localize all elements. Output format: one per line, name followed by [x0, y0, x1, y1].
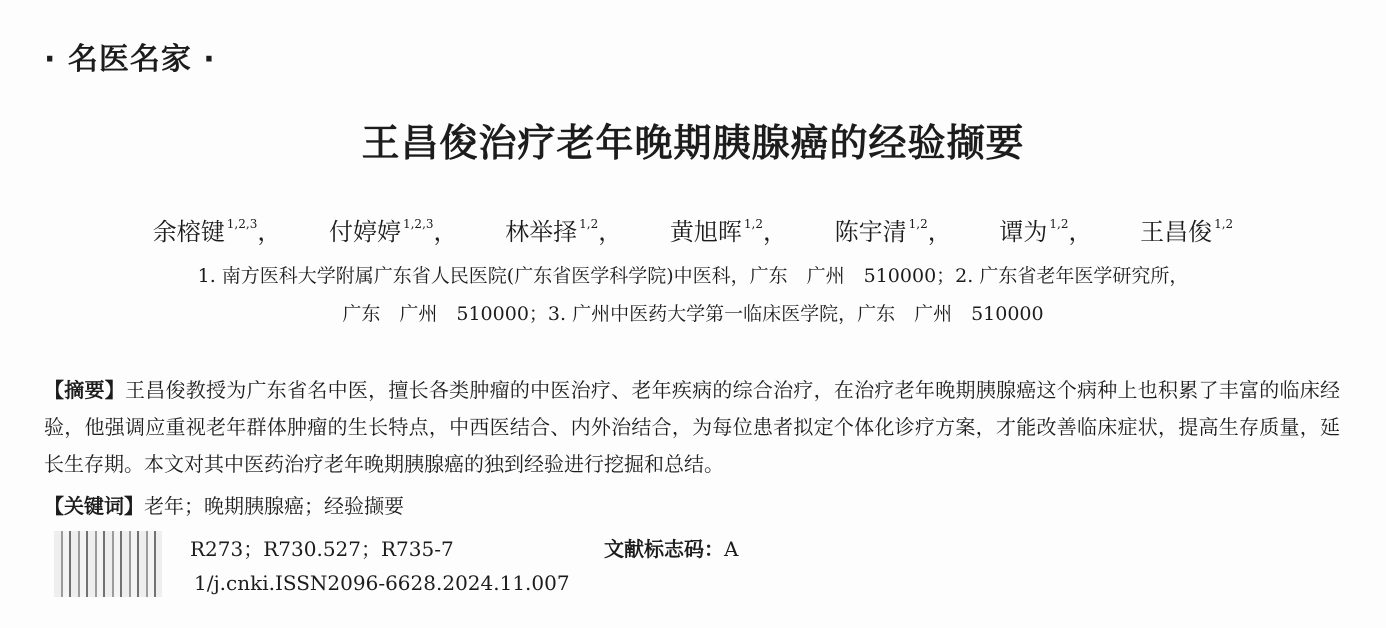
author-separator: ， [927, 218, 952, 246]
author [153, 212, 282, 247]
classification-number: R273；R730.527；R735-7 [190, 537, 454, 561]
keywords-block [44, 491, 1340, 521]
author-affiliation-marks: 1,2 [743, 217, 763, 231]
abstract-block [44, 372, 1340, 483]
author-name: 陈宇清 [834, 218, 907, 246]
author-name: 黄旭晖 [669, 218, 742, 246]
affiliation-block [0, 257, 1386, 333]
document-code-value: A [724, 537, 739, 561]
doi-number: 1/j.cnki.ISSN2096-6628.2024.11.007 [194, 571, 570, 595]
author [835, 212, 952, 247]
author-separator: ， [763, 218, 787, 246]
author-separator: ， [598, 218, 623, 246]
author-name: 付婷婷 [328, 218, 401, 246]
author-name: 余榕键 [152, 218, 225, 246]
author-affiliation-marks: 1,2 [1214, 217, 1234, 231]
affiliation-line: 1. 南方医科大学附属广东省人民医院(广东省医学科学院)中医科，广东 广州 510000；2. 广东省老年医学研究所， [197, 265, 1189, 287]
author-separator: ， [257, 218, 282, 246]
author-name: 谭为 [999, 218, 1048, 246]
author [1140, 212, 1233, 247]
author-affiliation-marks: 1,2 [579, 217, 599, 231]
author [505, 212, 622, 247]
paper-title: 王昌俊治疗老年晚期胰腺癌的经验撷要 [361, 121, 1025, 165]
section-header: · 名医名家 · [44, 42, 216, 77]
redacted-label-blur [54, 531, 162, 597]
author-affiliation-marks: 1,2 [1049, 217, 1069, 231]
publication-info [54, 531, 1344, 601]
author-name: 林举择 [505, 218, 578, 246]
affiliation-line: 广东 广州 510000；3. 广州中医药大学第一临床医学院，广东 广州 510000 [342, 303, 1044, 325]
author-separator: ， [433, 218, 458, 246]
document-code-label: 文献标志码： [604, 537, 724, 561]
keywords-label: 【关键词】 [44, 494, 144, 518]
keywords-text: 老年；晚期胰腺癌；经验撷要 [144, 494, 404, 518]
author-affiliation-marks: 1,2,3 [402, 217, 434, 231]
author [329, 212, 458, 247]
abstract-label: 【摘要】 [44, 378, 126, 402]
author-name: 王昌俊 [1140, 218, 1213, 246]
author-affiliation-marks: 1,2 [908, 217, 928, 231]
author [670, 212, 787, 247]
document-code [604, 533, 738, 562]
author-affiliation-marks: 1,2,3 [226, 217, 258, 231]
author [999, 212, 1092, 247]
author-list [0, 212, 1386, 247]
author-separator: ， [1068, 218, 1093, 246]
abstract-text: 王昌俊教授为广东省名中医，擅长各类肿瘤的中医治疗、老年疾病的综合治疗，在治疗老年晚期胰腺癌这个病种上也积累了丰富的临床经验，他强调应重视老年群体肿瘤的生长特点，中西医结合、内外治结合，为每位患者拟定个体化诊疗方案，才能改善临床症状，提高生存质量，延长生存期。本文对其中医药治疗老年晚期胰腺癌的独到经验进行挖掘和总结。 [44, 378, 1341, 476]
